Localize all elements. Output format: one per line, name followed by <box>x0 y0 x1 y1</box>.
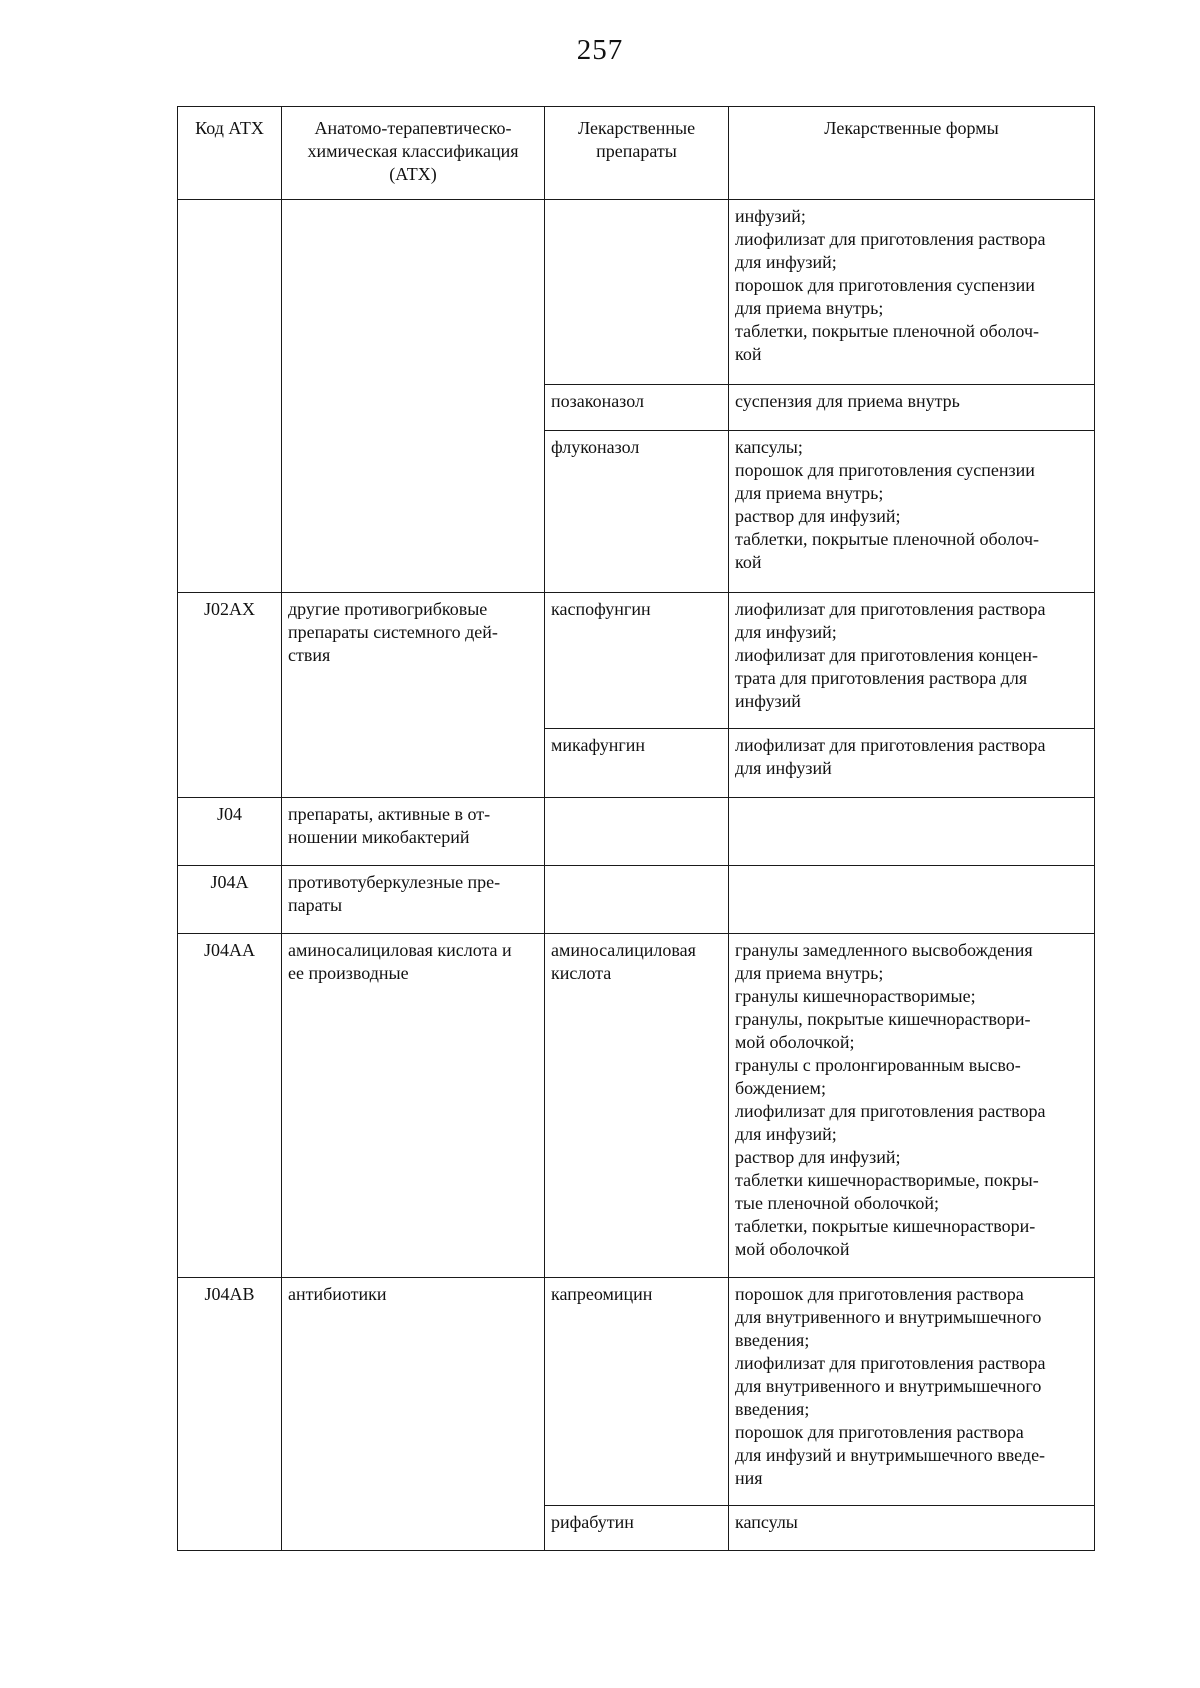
drug-cell: позаконазол <box>545 385 729 431</box>
drug-cell <box>545 200 729 385</box>
table-row <box>178 593 1095 729</box>
drug-cell <box>545 866 729 934</box>
drug-cell <box>545 798 729 866</box>
drug-cell: рифабутин <box>545 1506 729 1551</box>
forms-cell: порошок для приготовления раствора для внутривенного и внутримышечного введения; лиофилизат для приготовления раствора для внутривенного и внутримышечного введения; порошок для приготовления раствора для инфузий и внутримышечного введе- ния <box>729 1278 1095 1506</box>
table-row <box>178 798 1095 866</box>
forms-cell: лиофилизат для приготовления раствора для инфузий <box>729 729 1095 798</box>
drug-cell: микафунгин <box>545 729 729 798</box>
forms-cell: инфузий; лиофилизат для приготовления раствора для инфузий; порошок для приготовления суспензии для приема внутрь; таблетки, покрытые пленочной оболоч- кой <box>729 200 1095 385</box>
code-cell: J02AX <box>178 593 282 798</box>
classification-cell: аминосалициловая кислота и ее производные <box>282 934 545 1278</box>
drug-cell: капреомицин <box>545 1278 729 1506</box>
table-header-row <box>178 107 1095 200</box>
code-cell: J04AA <box>178 934 282 1278</box>
header-classification: Анатомо-терапевтическо- химическая классификация (АТХ) <box>282 107 545 200</box>
classification-cell: противотуберкулезные пре- параты <box>282 866 545 934</box>
code-cell: J04 <box>178 798 282 866</box>
code-cell <box>178 200 282 593</box>
code-cell: J04A <box>178 866 282 934</box>
header-drugs: Лекарственные препараты <box>545 107 729 200</box>
forms-cell: суспензия для приема внутрь <box>729 385 1095 431</box>
classification-cell: антибиотики <box>282 1278 545 1551</box>
drug-cell: аминосалициловая кислота <box>545 934 729 1278</box>
classification-cell <box>282 200 545 593</box>
header-forms: Лекарственные формы <box>729 107 1095 200</box>
forms-cell <box>729 866 1095 934</box>
drug-cell: флуконазол <box>545 431 729 593</box>
header-code: Код АТХ <box>178 107 282 200</box>
code-cell: J04AB <box>178 1278 282 1551</box>
forms-cell: гранулы замедленного высвобождения для приема внутрь; гранулы кишечнорастворимые; гранулы, покрытые кишечнораствори- мой оболочкой; гранулы с пролонгированным высво- бождением; лиофилизат для приготовления раствора для инфузий; раствор для инфузий; таблетки кишечнорастворимые, покры- тые пленочной оболочкой; таблетки, покрытые кишечнораствори- мой оболочкой <box>729 934 1095 1278</box>
forms-cell <box>729 798 1095 866</box>
classification-cell: препараты, активные в от- ношении микобактерий <box>282 798 545 866</box>
table-row <box>178 1278 1095 1506</box>
page-number: 257 <box>576 34 624 66</box>
forms-cell: капсулы <box>729 1506 1095 1551</box>
classification-cell: другие противогрибковые препараты системного дей- ствия <box>282 593 545 798</box>
forms-cell: капсулы; порошок для приготовления суспензии для приема внутрь; раствор для инфузий; таблетки, покрытые пленочной оболоч- кой <box>729 431 1095 593</box>
table-row <box>178 934 1095 1278</box>
atx-table <box>177 106 1095 1551</box>
forms-cell: лиофилизат для приготовления раствора для инфузий; лиофилизат для приготовления концен- трата для приготовления раствора для инфузий <box>729 593 1095 729</box>
drug-cell: каспофунгин <box>545 593 729 729</box>
table-row <box>178 200 1095 385</box>
table-row <box>178 866 1095 934</box>
